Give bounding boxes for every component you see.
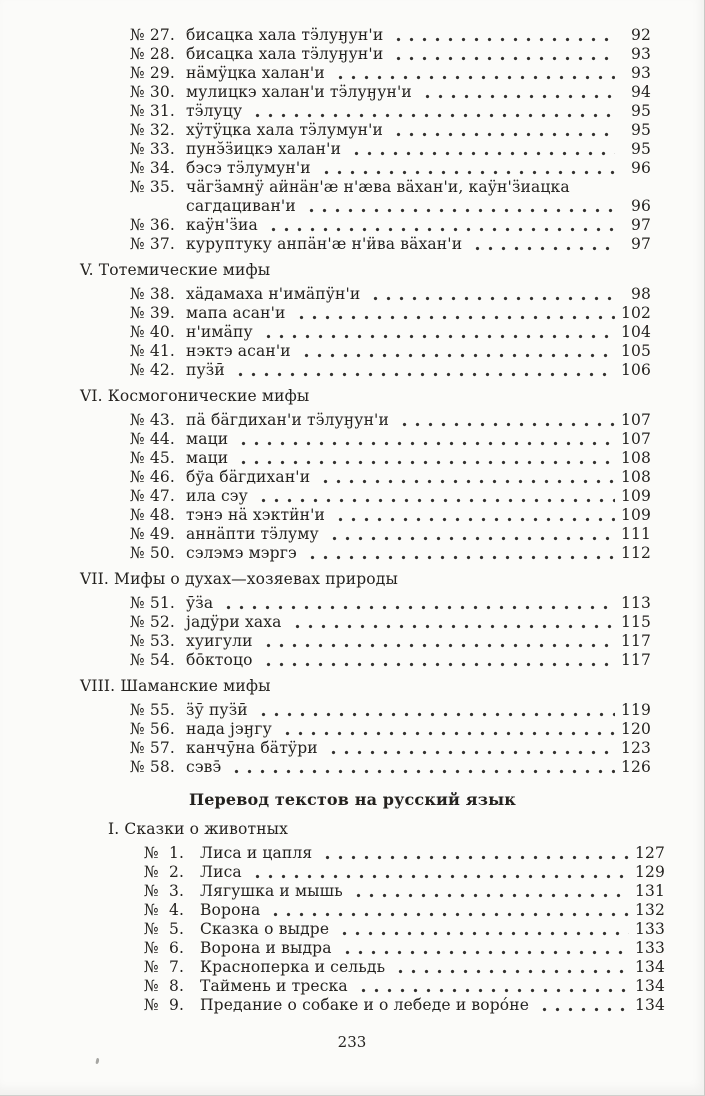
entry-page-number: 92 xyxy=(630,26,651,44)
entry-title: мулицкэ халан'и тӭлуӈун'и xyxy=(186,83,412,101)
toc-entry-row xyxy=(80,140,651,159)
entry-page-number: 133 xyxy=(634,920,665,938)
entry-title: бисацка хала тӭлуӈун'и xyxy=(186,26,384,44)
entry-title: пӓ бӓгдихан'и тӭлуӈун'и xyxy=(186,411,389,429)
entry-page-number: 113 xyxy=(620,594,651,612)
entry-number: № 44. xyxy=(130,430,175,448)
entry-title: бо̄ктоцо xyxy=(186,651,253,669)
toc-section xyxy=(80,387,651,563)
entry-title: маци xyxy=(186,449,229,467)
entry-number: № 50. xyxy=(130,544,175,562)
part-heading-block xyxy=(80,790,651,809)
entry-page-number: 96 xyxy=(630,197,651,215)
toc-entry-row xyxy=(80,506,651,525)
toc-entry-row xyxy=(80,613,651,632)
toc-entry-row xyxy=(80,544,651,563)
toc-entry-row xyxy=(80,323,651,342)
toc-entry-row xyxy=(80,996,665,1015)
toc-entry-row xyxy=(80,739,651,758)
entry-title: сэлэмэ мэргэ xyxy=(186,544,297,562)
entry-title: Лягушка и мышь xyxy=(200,882,343,900)
dot-leader xyxy=(295,315,615,320)
entry-page-number: 109 xyxy=(620,506,651,524)
entry-title: хӱтӱцка хала тӭлумун'и xyxy=(186,121,383,139)
entry-number: № 30. xyxy=(130,83,175,101)
toc-entry-row xyxy=(80,361,651,380)
entry-number: № 46. xyxy=(130,468,175,486)
entry-title: мапа асан'и xyxy=(186,304,286,322)
toc-entry-row xyxy=(80,920,665,939)
entry-page-number: 93 xyxy=(630,64,651,82)
toc-section xyxy=(80,820,665,1015)
toc-entry-row xyxy=(80,430,651,449)
entry-page-number: 134 xyxy=(634,996,665,1014)
entry-number: № 39. xyxy=(130,304,175,322)
entry-title: ӯӟа xyxy=(186,594,214,612)
entry-page-number: 127 xyxy=(634,844,665,862)
dot-leader xyxy=(262,334,615,339)
entry-page-number: 117 xyxy=(620,651,651,669)
dot-leader xyxy=(471,246,615,251)
dot-leader xyxy=(237,460,615,465)
entry-title: канчӯна бӓтӱри xyxy=(186,739,318,757)
dot-leader xyxy=(392,37,615,42)
dot-leader xyxy=(328,536,615,541)
entry-title: н'имӓпу xyxy=(186,323,253,341)
entry-page-number: 112 xyxy=(620,544,651,562)
dot-leader xyxy=(222,605,615,610)
toc-entry-row xyxy=(80,285,651,304)
dot-leader xyxy=(305,208,615,213)
dot-leader xyxy=(267,227,615,232)
entry-number: № 27. xyxy=(130,26,175,44)
dot-leader xyxy=(392,56,615,61)
entry-number: № 7. xyxy=(144,958,185,976)
dot-leader xyxy=(306,555,615,560)
entry-title: каӱн'ӟиа xyxy=(186,216,258,234)
entry-title: Ворона xyxy=(200,901,261,919)
entry-number: № 9. xyxy=(144,996,185,1014)
entry-number: № 43. xyxy=(130,411,175,429)
entry-page-number: 115 xyxy=(620,613,651,631)
entry-page-number: 95 xyxy=(630,102,651,120)
entry-title: чӓгӟамнӱ аӥнӓн'æ н'æва вӓхан'и, каӱн'ӟиацка xyxy=(186,178,570,196)
toc-entry-row xyxy=(80,26,651,45)
entry-page-number: 134 xyxy=(634,977,665,995)
toc-section xyxy=(80,26,651,254)
entry-number: № 29. xyxy=(130,64,175,82)
entry-number: № 51. xyxy=(130,594,175,612)
entry-page-number: 117 xyxy=(620,632,651,650)
dot-leader xyxy=(230,769,615,774)
entry-number: № 2. xyxy=(144,863,185,881)
entry-page-number: 107 xyxy=(620,411,651,429)
toc-entry-row xyxy=(80,720,651,739)
entry-number: № 52. xyxy=(130,613,175,631)
entry-page-number: 105 xyxy=(620,342,651,360)
dot-leader xyxy=(320,170,615,175)
entry-number: № 55. xyxy=(130,701,175,719)
entry-title: аннӓпти тӭлуму xyxy=(186,525,319,543)
toc-entry-row xyxy=(80,83,651,102)
dot-leader xyxy=(251,113,615,118)
toc-entry-row xyxy=(80,64,651,83)
entry-title: сэвэ̄ xyxy=(186,758,222,776)
entry-page-number: 131 xyxy=(634,882,665,900)
toc-entry-row xyxy=(80,651,651,670)
entry-number: № 31. xyxy=(130,102,175,120)
entry-title: тэнэ нӓ хэктӥн'и xyxy=(186,506,326,524)
entry-title: Сказка о выдре xyxy=(200,920,330,938)
entry-title: Лиса и цапля xyxy=(200,844,313,862)
section-heading: VII. Мифы о духах—хозяевах природы xyxy=(80,570,398,588)
dot-leader xyxy=(251,874,629,879)
toc-entry-row xyxy=(80,102,651,121)
toc-entry-row xyxy=(80,411,651,430)
entry-title: куруптуку анпӓн'æ н'ӥва вӓхан'и xyxy=(186,235,463,253)
entry-number: № 32. xyxy=(130,121,175,139)
entry-number: № 45. xyxy=(130,449,175,467)
toc-entry-row xyxy=(80,235,651,254)
entry-number: № 57. xyxy=(130,739,175,757)
toc-entry-row xyxy=(80,121,651,140)
toc-entry-row xyxy=(80,468,651,487)
dot-leader xyxy=(369,296,615,301)
dot-leader xyxy=(398,422,615,427)
entry-number: № 37. xyxy=(130,235,175,253)
entry-page-number: 106 xyxy=(620,361,651,379)
dot-leader xyxy=(538,1007,629,1012)
entry-page-number: 109 xyxy=(620,487,651,505)
entry-title: јадӱри хаха xyxy=(186,613,282,631)
entry-number: № 35. xyxy=(130,178,175,196)
toc-entry-row xyxy=(80,449,651,468)
entry-page-number: 111 xyxy=(620,525,651,543)
toc-entry-row xyxy=(80,304,651,323)
entry-number: № 3. xyxy=(144,882,185,900)
entry-title: бисацка хала тӭлуӈун'и xyxy=(186,45,384,63)
entry-page-number: 97 xyxy=(630,235,651,253)
entry-page-number: 119 xyxy=(620,701,651,719)
dot-leader xyxy=(350,151,615,156)
section-heading: VIII. Шаманские мифы xyxy=(80,677,271,695)
entry-title: ила сэу xyxy=(186,487,248,505)
entry-title: нада јэӈгу xyxy=(186,720,272,738)
entry-number: № 48. xyxy=(130,506,175,524)
toc-entry-row xyxy=(80,844,665,863)
entry-number: № 42. xyxy=(130,361,175,379)
toc-entry-row xyxy=(80,487,651,506)
toc-entry-row xyxy=(80,758,651,777)
dot-leader xyxy=(257,498,615,503)
footer-page-number: 233 xyxy=(337,1033,367,1051)
entry-title: Лиса xyxy=(200,863,242,881)
entry-number: № 58. xyxy=(130,758,175,776)
dot-leader xyxy=(352,893,629,898)
dot-leader xyxy=(237,441,615,446)
entry-page-number: 129 xyxy=(634,863,665,881)
entry-page-number: 102 xyxy=(620,304,651,322)
table-of-contents xyxy=(80,26,665,1015)
dot-leader xyxy=(291,624,615,629)
entry-page-number: 97 xyxy=(630,216,651,234)
entry-page-number: 98 xyxy=(630,285,651,303)
entry-page-number: 108 xyxy=(620,449,651,467)
dot-leader xyxy=(319,479,615,484)
entry-page-number: 132 xyxy=(634,901,665,919)
dot-leader xyxy=(327,750,615,755)
toc-entry-row xyxy=(80,216,651,235)
toc-section xyxy=(80,677,651,777)
part-title: Перевод текстов на русский язык xyxy=(188,790,517,809)
toc-entry-row xyxy=(80,939,665,958)
dot-leader xyxy=(334,517,615,522)
entry-title: бэсэ тӭлумун'и xyxy=(186,159,311,177)
toc-entry-row xyxy=(80,342,651,361)
entry-title: пуӟӣ xyxy=(186,361,225,379)
entry-page-number: 120 xyxy=(620,720,651,738)
toc-entry-row xyxy=(80,178,651,197)
entry-page-number: 126 xyxy=(620,758,651,776)
dot-leader xyxy=(262,643,615,648)
entry-page-number: 96 xyxy=(630,159,651,177)
dot-leader xyxy=(269,912,629,917)
entry-number: № 6. xyxy=(144,939,185,957)
entry-title: тӭлуцу xyxy=(186,102,243,120)
entry-page-number: 133 xyxy=(634,939,665,957)
entry-number: № 40. xyxy=(130,323,175,341)
entry-page-number: 107 xyxy=(620,430,651,448)
dot-leader xyxy=(334,75,615,80)
dot-leader xyxy=(262,662,615,667)
entry-number: № 4. xyxy=(144,901,185,919)
entry-number: № 56. xyxy=(130,720,175,738)
entry-title: пунэ̆ӟицкэ халан'и xyxy=(186,140,342,158)
entry-number: № 41. xyxy=(130,342,175,360)
scan-speck xyxy=(95,1058,99,1064)
dot-leader xyxy=(300,353,615,358)
toc-entry-continuation-row xyxy=(80,197,651,216)
dot-leader xyxy=(392,132,615,137)
section-heading: V. Тотемические мифы xyxy=(80,261,271,279)
entry-title: нӓмӱцка халан'и xyxy=(186,64,325,82)
toc-entry-row xyxy=(80,977,665,996)
entry-title: Предание о собаке и о лебеде и воро́не xyxy=(200,996,530,1014)
dot-leader xyxy=(421,94,615,99)
toc-entry-row xyxy=(80,882,665,901)
entry-number: № 47. xyxy=(130,487,175,505)
entry-title: хуигули xyxy=(186,632,253,650)
entry-title: Красноперка и сельдь xyxy=(200,958,386,976)
dot-leader xyxy=(341,950,629,955)
entry-page-number: 123 xyxy=(620,739,651,757)
section-heading: I. Сказки о животных xyxy=(108,820,289,838)
dot-leader xyxy=(357,988,629,993)
entry-title: бўа бӓгдихан'и xyxy=(186,468,311,486)
toc-entry-row xyxy=(80,701,651,720)
entry-page-number: 93 xyxy=(630,45,651,63)
dot-leader xyxy=(338,931,629,936)
entry-number: № 1. xyxy=(144,844,185,862)
dot-leader xyxy=(281,731,615,736)
entry-page-number: 95 xyxy=(630,140,651,158)
entry-page-number: 94 xyxy=(630,83,651,101)
toc-entry-row xyxy=(80,863,665,882)
entry-number: № 8. xyxy=(144,977,185,995)
entry-number: № 36. xyxy=(130,216,175,234)
entry-title: Ворона и выдра xyxy=(200,939,332,957)
entry-number: № 53. xyxy=(130,632,175,650)
entry-title: маци xyxy=(186,430,229,448)
dot-leader xyxy=(394,969,629,974)
entry-title: Таймень и треска xyxy=(200,977,348,995)
toc-section xyxy=(80,261,651,380)
dot-leader xyxy=(321,855,629,860)
section-heading: VI. Космогонические мифы xyxy=(80,387,310,405)
toc-entry-row xyxy=(80,525,651,544)
entry-page-number: 134 xyxy=(634,958,665,976)
toc-section xyxy=(80,570,651,670)
entry-number: № 5. xyxy=(144,920,185,938)
toc-entry-row xyxy=(80,594,651,613)
entry-number: № 34. xyxy=(130,159,175,177)
entry-number: № 54. xyxy=(130,651,175,669)
dot-leader xyxy=(257,712,615,717)
entry-title: хӓдамаха н'имӓпӱн'и xyxy=(186,285,361,303)
toc-entry-row xyxy=(80,632,651,651)
toc-entry-row xyxy=(80,901,665,920)
toc-entry-row xyxy=(80,159,651,178)
toc-entry-row xyxy=(80,45,651,64)
entry-title: нэктэ асан'и xyxy=(186,342,291,360)
entry-title: ӟӯ пуӟӣ xyxy=(186,701,248,719)
entry-number: № 33. xyxy=(130,140,175,158)
dot-leader xyxy=(234,372,615,377)
entry-page-number: 95 xyxy=(630,121,651,139)
entry-page-number: 108 xyxy=(620,468,651,486)
entry-number: № 38. xyxy=(130,285,175,303)
entry-number: № 49. xyxy=(130,525,175,543)
entry-number: № 28. xyxy=(130,45,175,63)
toc-entry-row xyxy=(80,958,665,977)
entry-page-number: 104 xyxy=(620,323,651,341)
entry-title-continuation: сагдациван'и xyxy=(186,197,296,215)
